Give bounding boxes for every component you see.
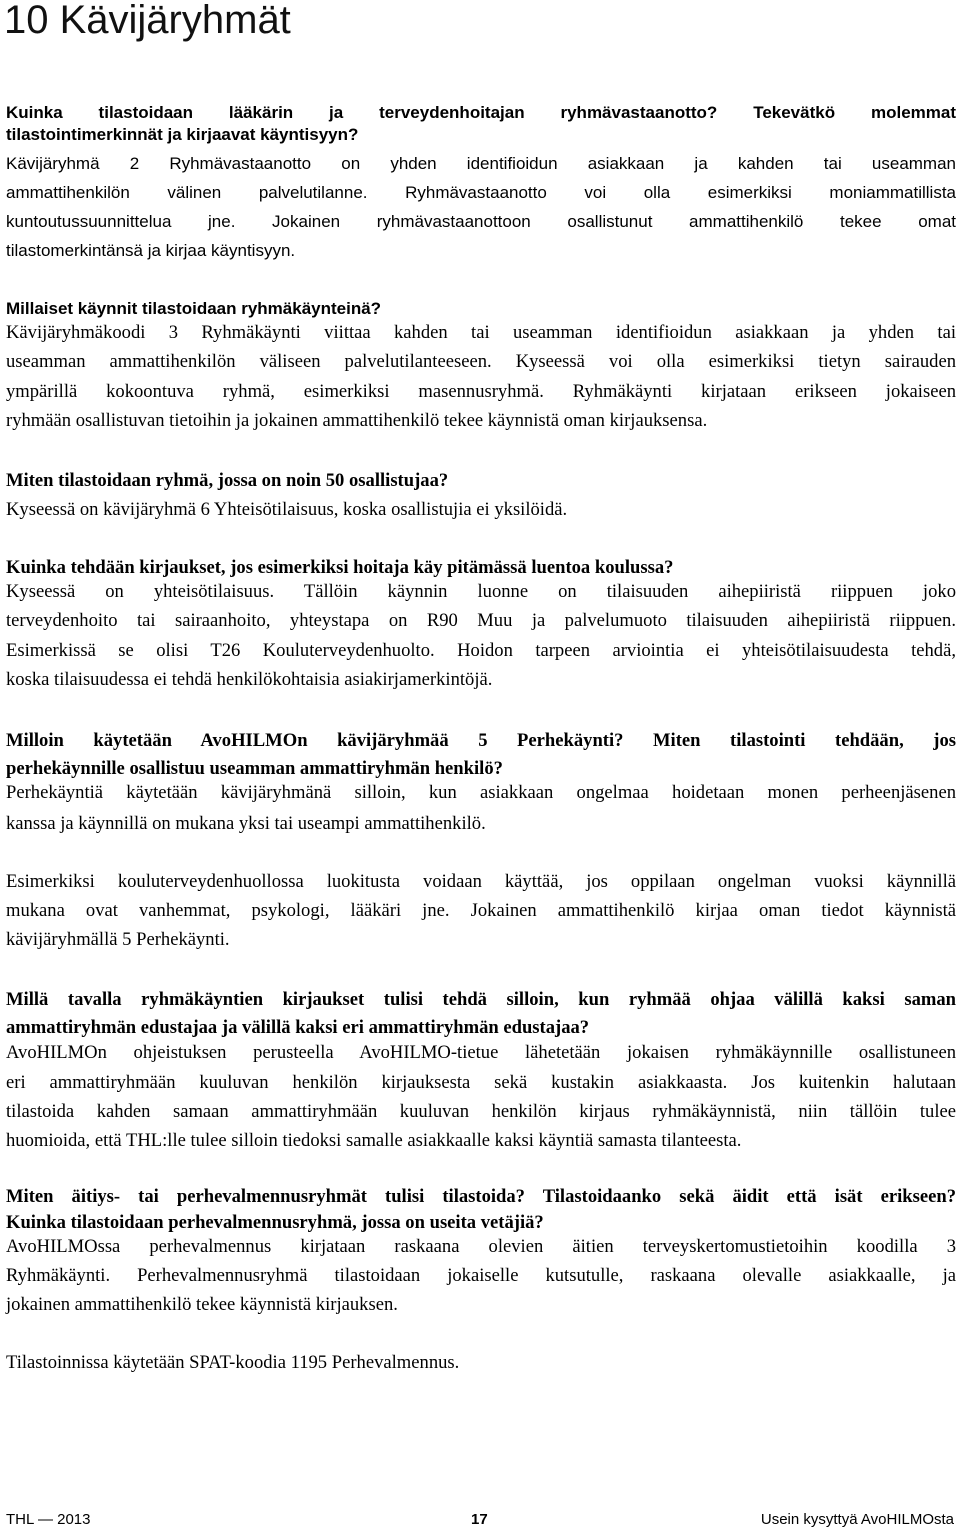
- section-1-question-line-2: tilastointimerkinnät ja kirjaavat käyntisyyn?: [6, 125, 359, 144]
- footer-right: Usein kysyttyä AvoHILMOsta: [760, 1511, 954, 1528]
- section-5-answer-line-2: kanssa ja käynnillä on mukana yksi tai useampi ammattihenkilö.: [6, 813, 486, 834]
- section-1-answer-line-3: kuntoutussuunnittelua jne. Jokainen ryhmävastaanottoon osallistunut ammattihenkilö tekee omat: [6, 212, 956, 231]
- section-6-answer-line-3: tilastoida kahden samaan ammattiryhmään kuuluvan henkilön kirjaus ryhmäkäynnistä, niin tällöin tulee: [6, 1101, 956, 1122]
- section-6-question-line-2: ammattiryhmän edustajaa ja välillä kaksi eri ammattiryhmän edustajaa?: [6, 1017, 590, 1038]
- section-5-question-line-2: perhekäynnille osallistuu useamman ammattiryhmän henkilö?: [6, 758, 503, 779]
- page-title: 10 Kävijäryhmät: [4, 0, 291, 42]
- section-1-answer-line-2: ammattihenkilön välinen palvelutilanne. Ryhmävastaanotto voi olla esimerkiksi moniammatillista: [6, 183, 956, 202]
- section-6-answer-line-2: eri ammattiryhmään kuuluvan henkilön kirjauksesta sekä kustakin asiakkaasta. Jos kuitenkin halutaan: [6, 1072, 956, 1093]
- section-3-answer: Kyseessä on kävijäryhmä 6 Yhteisötilaisuus, koska osallistujia ei yksilöidä.: [6, 499, 568, 520]
- section-5-extra-line-2: mukana ovat vanhemmat, psykologi, lääkäri jne. Jokainen ammattihenkilö kirjaa oman tiedot käynnistä: [6, 900, 956, 921]
- section-2-answer-line-1: Kävijäryhmäkoodi 3 Ryhmäkäynti viittaa kahden tai useamman identifioidun asiakkaan ja yhden tai: [6, 322, 956, 343]
- section-7-extra: Tilastoinnissa käytetään SPAT-koodia 1195 Perhevalmennus.: [6, 1352, 460, 1373]
- section-7-answer-line-1: AvoHILMOssa perhevalmennus kirjataan raskaana olevien äitien terveyskertomustietoihin koodilla 3: [6, 1236, 956, 1257]
- section-7-answer-line-2: Ryhmäkäynti. Perhevalmennusryhmä tilastoidaan jokaiselle kutsutulle, raskaana olevalle asiakkaalle, ja: [6, 1265, 956, 1286]
- section-1-answer-line-4: tilastomerkintänsä ja kirjaa käyntisyyn.: [6, 241, 296, 260]
- section-2-answer-line-4: ryhmään osallistuvan tietoihin ja jokainen ammattihenkilö tekee käynnistä oman kirjauksensa.: [6, 410, 708, 431]
- section-5-extra-line-1: Esimerkiksi kouluterveydenhuollossa luokitusta voidaan käyttää, jos oppilaan ongelman vuoksi käynnillä: [6, 871, 956, 892]
- section-5-question-line-1: Milloin käytetään AvoHILMOn kävijäryhmää 5 Perhekäynti? Miten tilastointi tehdään, jos: [6, 730, 956, 751]
- section-4-question: Kuinka tehdään kirjaukset, jos esimerkiksi hoitaja käy pitämässä luentoa koulussa?: [6, 557, 674, 578]
- section-1-question-line-1: Kuinka tilastoidaan lääkärin ja terveydenhoitajan ryhmävastaanotto? Tekevätkö molemmat: [6, 103, 956, 122]
- section-1-answer-line-1: Kävijäryhmä 2 Ryhmävastaanotto on yhden identifioidun asiakkaan ja kahden tai useamman: [6, 154, 956, 173]
- section-2-question: Millaiset käynnit tilastoidaan ryhmäkäynteinä?: [6, 299, 382, 318]
- section-6-question-line-1: Millä tavalla ryhmäkäyntien kirjaukset tulisi tehdä silloin, kun ryhmää ohjaa välillä kaksi saman: [6, 989, 956, 1010]
- section-4-answer-line-1: Kyseessä on yhteisötilaisuus. Tällöin käynnin luonne on tilaisuuden aihepiiristä riippuen joko: [6, 581, 956, 602]
- section-3-question: Miten tilastoidaan ryhmä, jossa on noin 50 osallistujaa?: [6, 470, 449, 491]
- section-4-answer-line-3: Esimerkissä se olisi T26 Kouluterveydenhuolto. Hoidon tarpeen arviointia ei yhteisötilaisuudesta tehdä,: [6, 640, 956, 661]
- section-2-answer-line-2: useamman ammattihenkilön väliseen palvelutilanteeseen. Kyseessä voi olla esimerkiksi tietyn sairauden: [6, 351, 956, 372]
- section-5-answer-line-1: Perhekäyntiä käytetään kävijäryhmänä silloin, kun asiakkaan ongelmaa hoidetaan monen perheenjäsenen: [6, 782, 956, 803]
- footer-left: THL — 2013: [6, 1511, 91, 1528]
- section-7-question-line-1: Miten äitiys- tai perhevalmennusryhmät tulisi tilastoida? Tilastoidaanko sekä äidit että isät erikseen?: [6, 1186, 956, 1207]
- section-7-question-line-2: Kuinka tilastoidaan perhevalmennusryhmä, jossa on useita vetäjiä?: [6, 1212, 544, 1233]
- section-2-answer-line-3: ympärillä kokoontuva ryhmä, esimerkiksi masennusryhmä. Ryhmäkäynti kirjataan erikseen jokaiseen: [6, 381, 956, 402]
- section-4-answer-line-4: koska tilaisuudessa ei tehdä henkilökohtaisia asiakirjamerkintöjä.: [6, 669, 493, 690]
- section-6-answer-line-4: huomioida, että THL:lle tulee silloin tiedoksi samalle asiakkaalle kaksi käyntiä samasta tilanteesta.: [6, 1130, 742, 1151]
- footer-page-number: 17: [471, 1511, 488, 1528]
- section-4-answer-line-2: terveydenhoito tai sairaanhoito, yhteystapa on R90 Muu ja palvelumuoto tilaisuuden aihepiiristä riippuen.: [6, 610, 956, 631]
- section-6-answer-line-1: AvoHILMOn ohjeistuksen perusteella AvoHILMO-tietue lähetetään jokaisen ryhmäkäynnille osallistuneen: [6, 1042, 956, 1063]
- section-7-answer-line-3: jokainen ammattihenkilö tekee käynnistä kirjauksen.: [6, 1294, 398, 1315]
- section-5-extra-line-3: kävijäryhmällä 5 Perhekäynti.: [6, 929, 230, 950]
